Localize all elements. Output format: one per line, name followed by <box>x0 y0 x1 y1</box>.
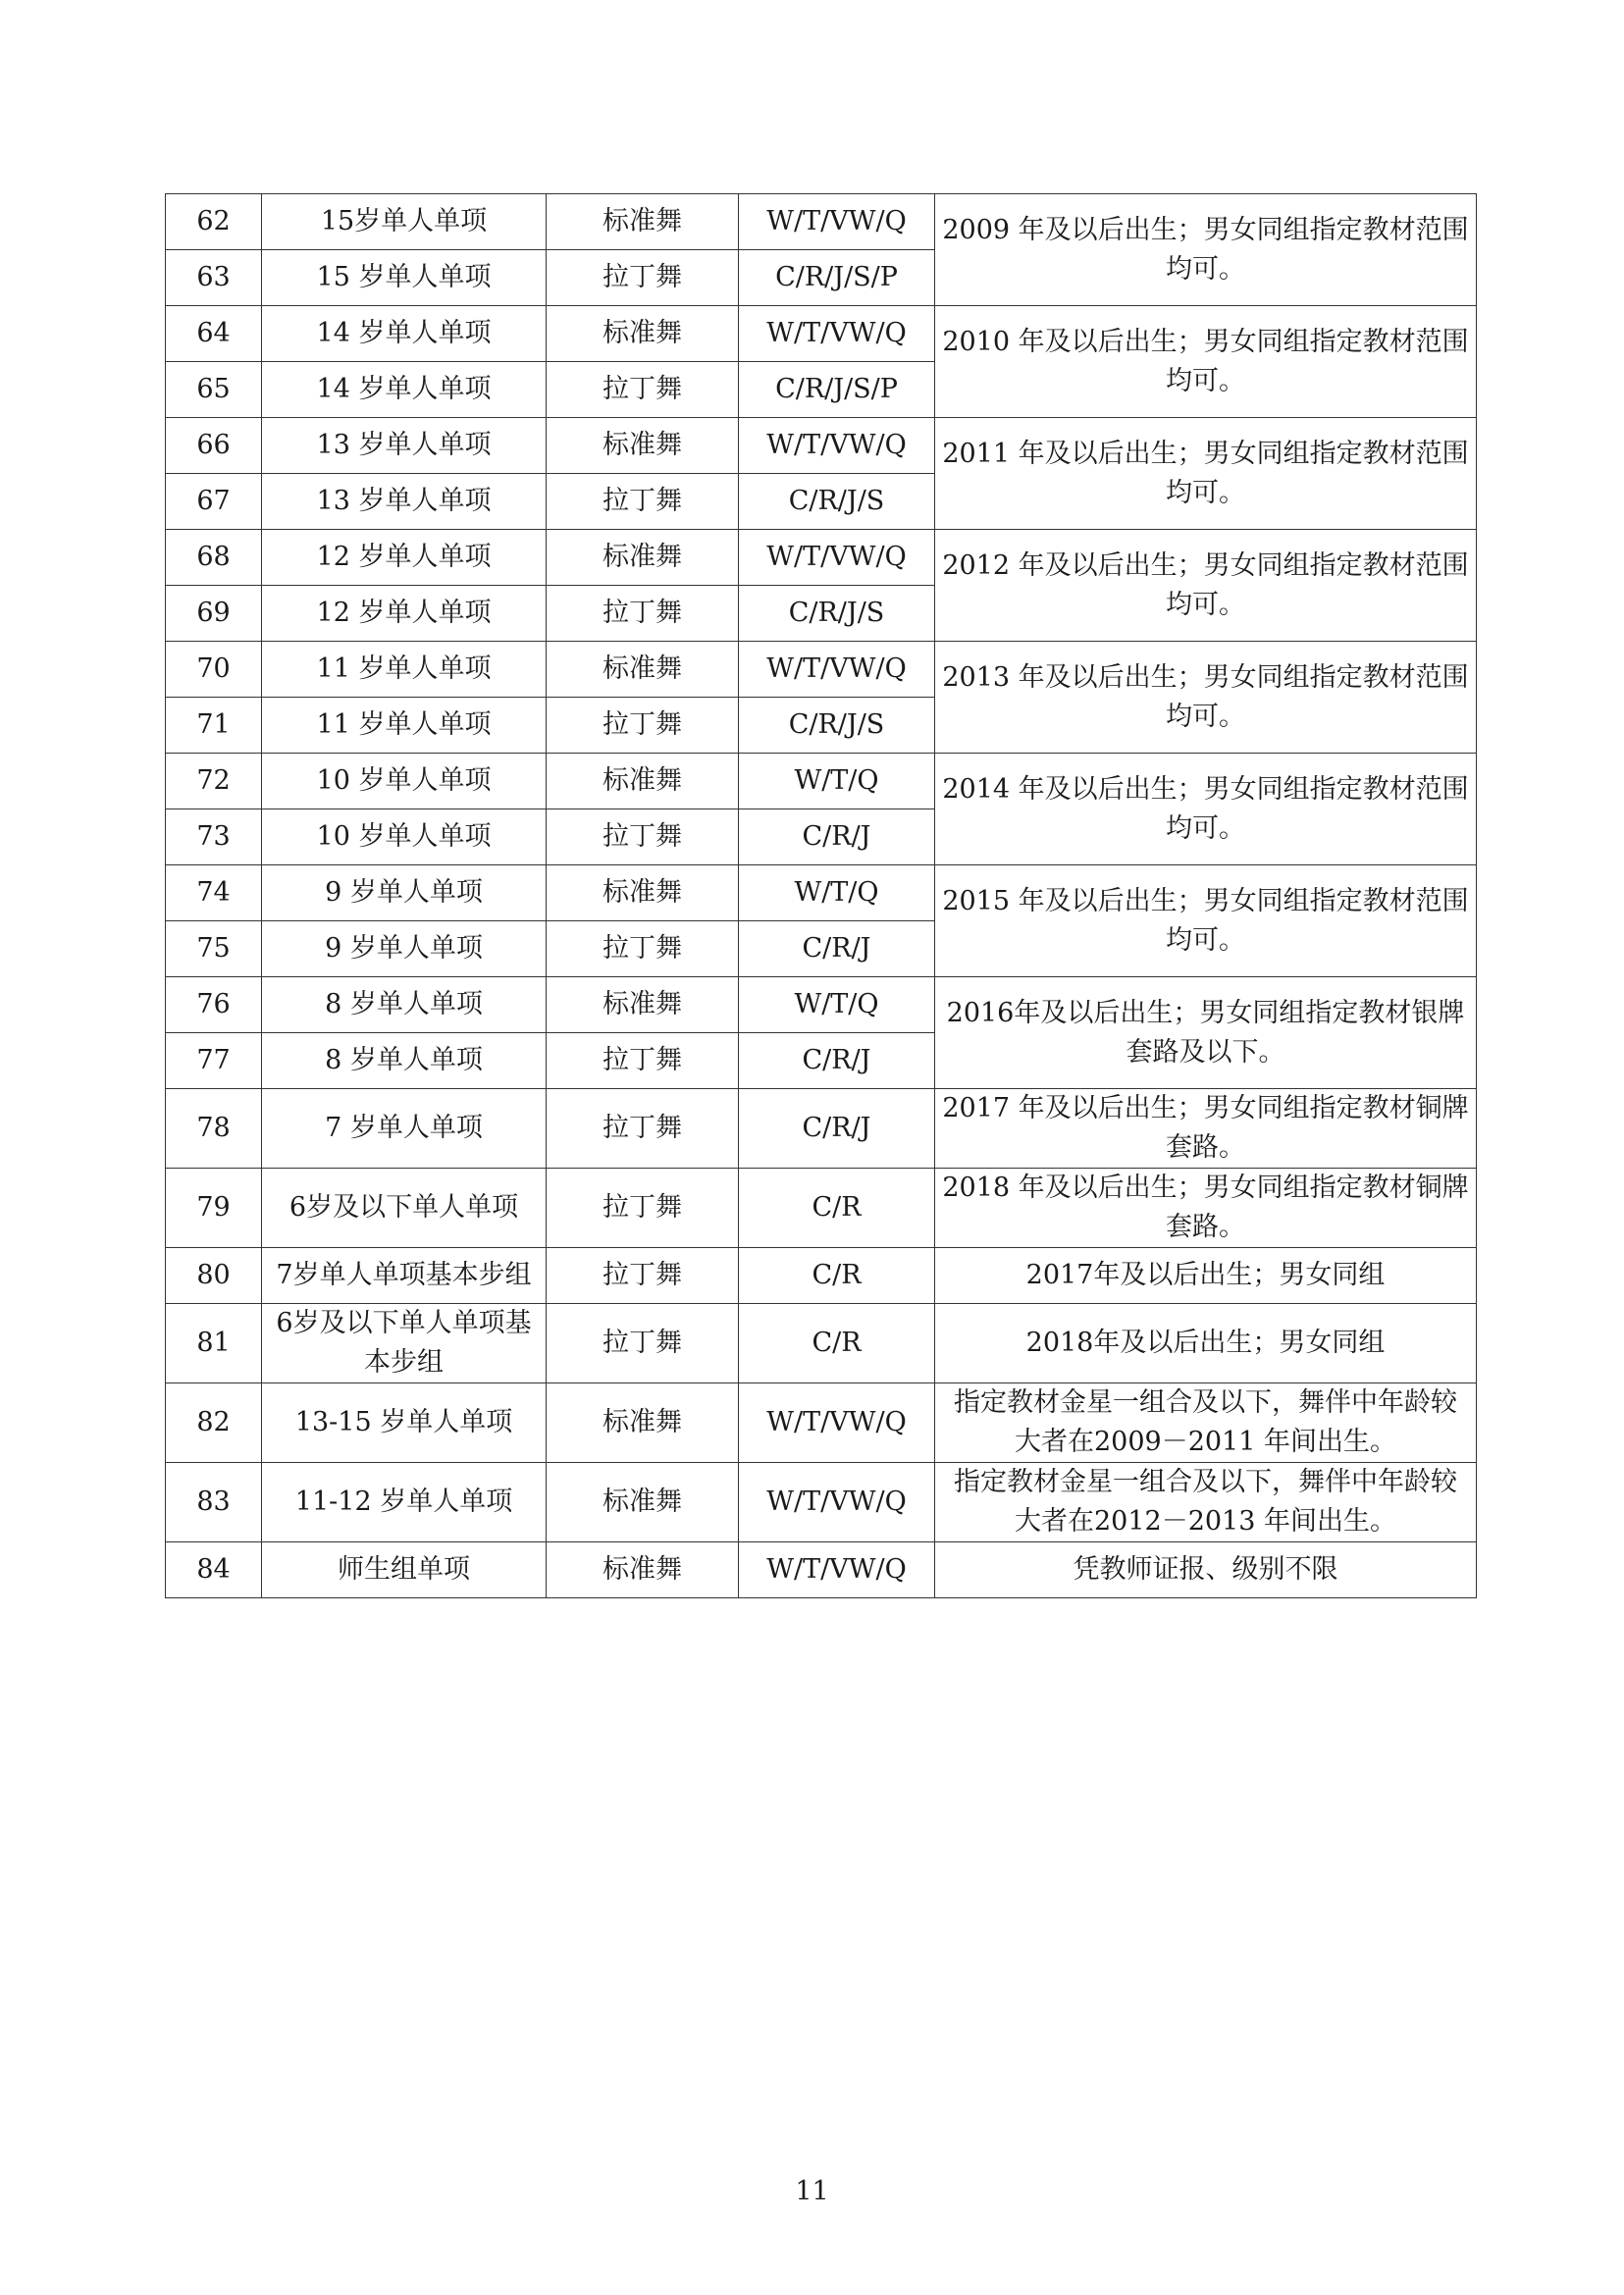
table-row <box>166 642 1477 698</box>
event-name-cell: 7岁单人单项基本步组 <box>262 1248 547 1304</box>
page-number: 11 <box>795 2176 829 2207</box>
dances-cell: C/R/J <box>739 921 935 977</box>
event-name-cell: 13 岁单人单项 <box>262 474 547 530</box>
dances-cell: W/T/VW/Q <box>739 306 935 362</box>
table-row <box>166 1169 1477 1248</box>
dance-type-cell: 标准舞 <box>547 1463 739 1542</box>
event-number-cell: 71 <box>166 698 262 754</box>
dance-type-cell: 拉丁舞 <box>547 921 739 977</box>
eligibility-note-cell: 2015 年及以后出生；男女同组指定教材范围均可。 <box>935 865 1477 977</box>
dance-type-cell: 拉丁舞 <box>547 1089 739 1169</box>
eligibility-note-cell: 2013 年及以后出生；男女同组指定教材范围均可。 <box>935 642 1477 754</box>
table-row <box>166 530 1477 586</box>
event-number-cell: 68 <box>166 530 262 586</box>
eligibility-note-cell: 指定教材金星一组合及以下，舞伴中年龄较大者在2012－2013 年间出生。 <box>935 1463 1477 1542</box>
event-name-cell: 12 岁单人单项 <box>262 586 547 642</box>
eligibility-note-cell: 2014 年及以后出生；男女同组指定教材范围均可。 <box>935 754 1477 865</box>
dances-cell: C/R <box>739 1304 935 1383</box>
event-number-cell: 72 <box>166 754 262 809</box>
dances-cell: C/R/J <box>739 1033 935 1089</box>
dance-type-cell: 拉丁舞 <box>547 474 739 530</box>
dances-cell: W/T/VW/Q <box>739 1463 935 1542</box>
dance-type-cell: 标准舞 <box>547 418 739 474</box>
dance-type-cell: 拉丁舞 <box>547 1248 739 1304</box>
eligibility-note-cell: 2012 年及以后出生；男女同组指定教材范围均可。 <box>935 530 1477 642</box>
dance-type-cell: 拉丁舞 <box>547 586 739 642</box>
dance-type-cell: 拉丁舞 <box>547 809 739 865</box>
event-number-cell: 76 <box>166 977 262 1033</box>
dances-cell: W/T/VW/Q <box>739 1542 935 1598</box>
event-name-cell: 师生组单项 <box>262 1542 547 1598</box>
event-name-cell: 6岁及以下单人单项基本步组 <box>262 1304 547 1383</box>
event-number-cell: 70 <box>166 642 262 698</box>
event-number-cell: 82 <box>166 1383 262 1463</box>
eligibility-note-cell: 2011 年及以后出生；男女同组指定教材范围均可。 <box>935 418 1477 530</box>
dance-type-cell: 拉丁舞 <box>547 1169 739 1248</box>
table-row <box>166 1463 1477 1542</box>
dances-cell: W/T/VW/Q <box>739 418 935 474</box>
event-number-cell: 75 <box>166 921 262 977</box>
event-name-cell: 10 岁单人单项 <box>262 754 547 809</box>
dances-cell: W/T/Q <box>739 754 935 809</box>
event-number-cell: 65 <box>166 362 262 418</box>
dances-cell: C/R/J/S <box>739 474 935 530</box>
dances-cell: W/T/Q <box>739 865 935 921</box>
table-row <box>166 1542 1477 1598</box>
dance-type-cell: 标准舞 <box>547 754 739 809</box>
event-name-cell: 12 岁单人单项 <box>262 530 547 586</box>
table-row <box>166 1248 1477 1304</box>
dances-cell: C/R <box>739 1248 935 1304</box>
eligibility-note-cell: 指定教材金星一组合及以下，舞伴中年龄较大者在2009－2011 年间出生。 <box>935 1383 1477 1463</box>
dance-type-cell: 标准舞 <box>547 1542 739 1598</box>
eligibility-note-cell: 凭教师证报、级别不限 <box>935 1542 1477 1598</box>
dances-cell: W/T/VW/Q <box>739 194 935 250</box>
event-number-cell: 78 <box>166 1089 262 1169</box>
dances-cell: W/T/Q <box>739 977 935 1033</box>
eligibility-note-cell: 2009 年及以后出生；男女同组指定教材范围均可。 <box>935 194 1477 306</box>
event-number-cell: 64 <box>166 306 262 362</box>
event-number-cell: 83 <box>166 1463 262 1542</box>
event-number-cell: 77 <box>166 1033 262 1089</box>
dances-cell: W/T/VW/Q <box>739 1383 935 1463</box>
event-name-cell: 15 岁单人单项 <box>262 250 547 306</box>
event-name-cell: 6岁及以下单人单项 <box>262 1169 547 1248</box>
event-name-cell: 9 岁单人单项 <box>262 921 547 977</box>
dance-type-cell: 标准舞 <box>547 1383 739 1463</box>
event-number-cell: 66 <box>166 418 262 474</box>
dances-cell: W/T/VW/Q <box>739 642 935 698</box>
table-row <box>166 865 1477 921</box>
dance-type-cell: 标准舞 <box>547 865 739 921</box>
table-row <box>166 1089 1477 1169</box>
dance-type-cell: 拉丁舞 <box>547 250 739 306</box>
dance-type-cell: 标准舞 <box>547 642 739 698</box>
dance-type-cell: 标准舞 <box>547 530 739 586</box>
dances-cell: C/R/J/S <box>739 586 935 642</box>
event-name-cell: 14 岁单人单项 <box>262 362 547 418</box>
dances-cell: C/R <box>739 1169 935 1248</box>
dances-cell: C/R/J/S/P <box>739 362 935 418</box>
table-row <box>166 194 1477 250</box>
event-name-cell: 11-12 岁单人单项 <box>262 1463 547 1542</box>
eligibility-note-cell: 2017年及以后出生；男女同组 <box>935 1248 1477 1304</box>
events-table-body <box>166 194 1477 1598</box>
table-row <box>166 1383 1477 1463</box>
dance-type-cell: 标准舞 <box>547 977 739 1033</box>
dances-cell: C/R/J/S/P <box>739 250 935 306</box>
events-table <box>165 193 1477 1598</box>
dance-type-cell: 拉丁舞 <box>547 698 739 754</box>
event-number-cell: 79 <box>166 1169 262 1248</box>
table-row <box>166 977 1477 1033</box>
table-row <box>166 418 1477 474</box>
event-name-cell: 9 岁单人单项 <box>262 865 547 921</box>
event-name-cell: 10 岁单人单项 <box>262 809 547 865</box>
table-row <box>166 1304 1477 1383</box>
dances-cell: C/R/J <box>739 809 935 865</box>
table-row <box>166 306 1477 362</box>
event-number-cell: 80 <box>166 1248 262 1304</box>
event-number-cell: 67 <box>166 474 262 530</box>
event-number-cell: 63 <box>166 250 262 306</box>
event-name-cell: 7 岁单人单项 <box>262 1089 547 1169</box>
event-name-cell: 13 岁单人单项 <box>262 418 547 474</box>
eligibility-note-cell: 2017 年及以后出生；男女同组指定教材铜牌套路。 <box>935 1089 1477 1169</box>
event-name-cell: 11 岁单人单项 <box>262 698 547 754</box>
event-name-cell: 11 岁单人单项 <box>262 642 547 698</box>
event-number-cell: 81 <box>166 1304 262 1383</box>
eligibility-note-cell: 2018年及以后出生；男女同组 <box>935 1304 1477 1383</box>
dances-cell: C/R/J/S <box>739 698 935 754</box>
event-number-cell: 62 <box>166 194 262 250</box>
dance-type-cell: 标准舞 <box>547 306 739 362</box>
event-name-cell: 8 岁单人单项 <box>262 1033 547 1089</box>
dance-type-cell: 拉丁舞 <box>547 362 739 418</box>
eligibility-note-cell: 2018 年及以后出生；男女同组指定教材铜牌套路。 <box>935 1169 1477 1248</box>
dances-cell: C/R/J <box>739 1089 935 1169</box>
event-number-cell: 69 <box>166 586 262 642</box>
eligibility-note-cell: 2016年及以后出生；男女同组指定教材银牌套路及以下。 <box>935 977 1477 1089</box>
table-row <box>166 754 1477 809</box>
eligibility-note-cell: 2010 年及以后出生；男女同组指定教材范围均可。 <box>935 306 1477 418</box>
event-name-cell: 13-15 岁单人单项 <box>262 1383 547 1463</box>
event-number-cell: 74 <box>166 865 262 921</box>
event-name-cell: 8 岁单人单项 <box>262 977 547 1033</box>
dances-cell: W/T/VW/Q <box>739 530 935 586</box>
event-number-cell: 84 <box>166 1542 262 1598</box>
event-name-cell: 15岁单人单项 <box>262 194 547 250</box>
dance-type-cell: 拉丁舞 <box>547 1033 739 1089</box>
event-number-cell: 73 <box>166 809 262 865</box>
dance-type-cell: 拉丁舞 <box>547 1304 739 1383</box>
event-name-cell: 14 岁单人单项 <box>262 306 547 362</box>
dance-type-cell: 标准舞 <box>547 194 739 250</box>
